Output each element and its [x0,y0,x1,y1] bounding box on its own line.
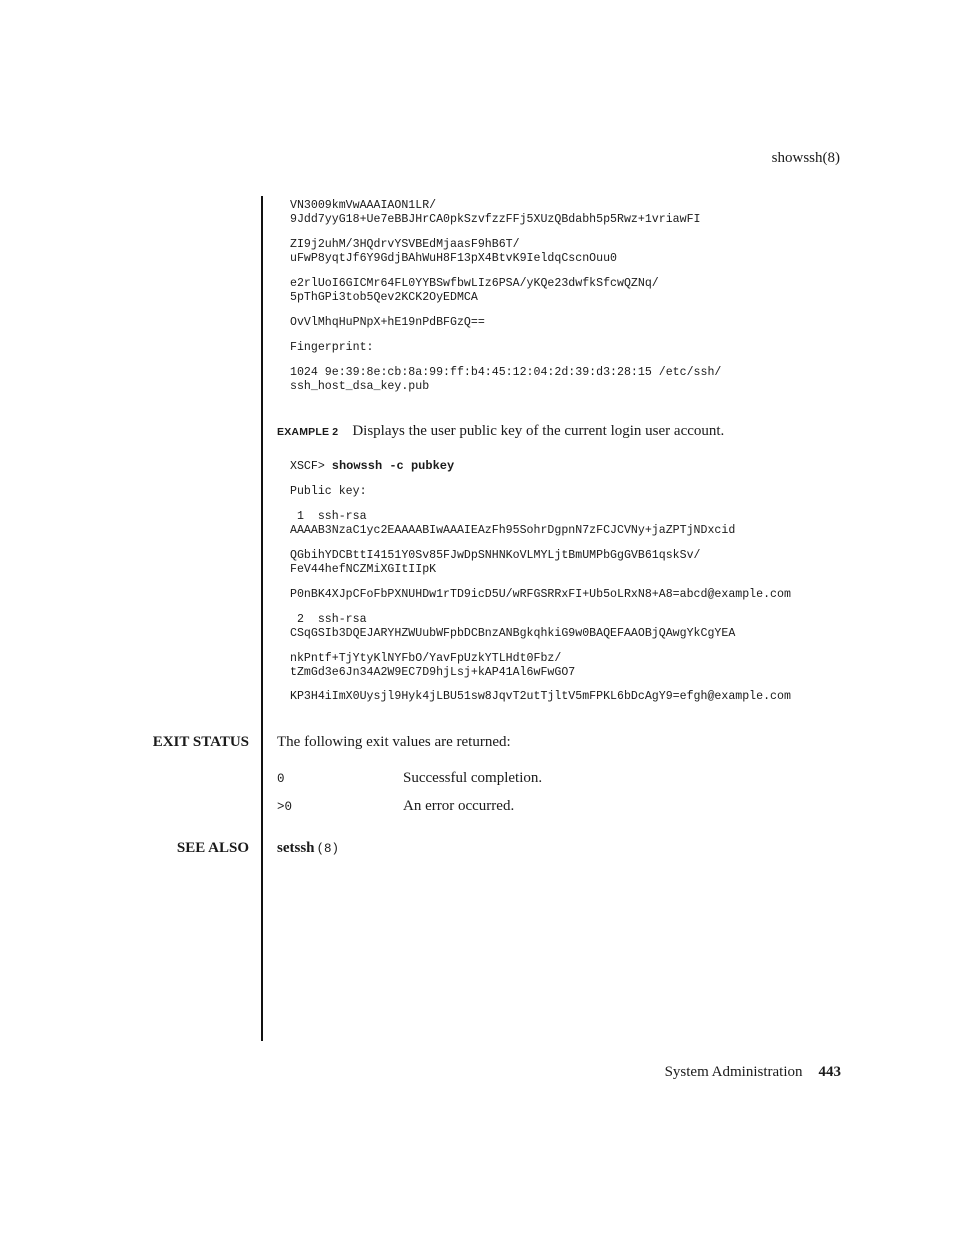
output-key-2-part-1: 2 ssh-rsa CSqGSIb3DQEJARYHZWUubWFpbDCBnzANBgkqhkiG9w0BAQEFAAOBjQAwgYkCgYEA [290,613,736,640]
command-prompt: XSCF> [290,460,332,473]
see-also-command-name: setssh [277,840,315,856]
output-key-1-part-1: 1 ssh-rsa AAAAB3NzaC1yc2EAAAABIwAAAIEAzFh95SohrDgpnN7zFCJCVNy+jaZPTjNDxcid [290,510,736,537]
example-label: EXAMPLE 2 [277,426,339,438]
exit-status-intro: The following exit values are returned: [277,734,511,750]
example-2-heading [277,423,724,440]
command-line [290,459,454,474]
example-description: Displays the user public key of the current login user account. [352,423,725,439]
see-also-section: (8) [316,842,340,856]
code-line-fingerprint-label: Fingerprint: [290,341,374,354]
code-line-key-part-4: OvVlMhqHuPNpX+hE19nPdBFGzQ== [290,316,485,329]
margin-rule [261,196,263,1041]
running-header-title: showssh(8) [771,150,840,166]
exit-desc-gt0: An error occurred. [403,798,515,814]
page-footer [665,1064,841,1081]
output-key-2-part-2: nkPntf+TjYtyKlNYFbO/YavFpUzkYTLHdt0Fbz/ tZmGd3e6Jn34A2W9EC7D9hjLsj+kAP41Al6wFwGO7 [290,652,576,679]
command-text: showssh -c pubkey [331,459,455,473]
output-key-1-part-3: P0nBK4XJpCFoFbPXNUHDw1rTD9icD5U/wRFGSRRxFI+Ub5oLRxN8+A8=abcd@example.com [290,588,791,601]
code-line-fingerprint-value: 1024 9e:39:8e:cb:8a:99:ff:b4:45:12:04:2d:39:d3:28:15 /etc/ssh/ ssh_host_dsa_key.pub [290,366,722,393]
output-key-1-part-2: QGbihYDCBttI4151Y0Sv85FJwDpSNHNKoVLMYLjtBmUMPbGgGVB61qskSv/ FeV44hefNCZMiXGItIIpK [290,549,701,576]
exit-code-0: 0 [277,772,285,786]
code-line-key-part-2: ZI9j2uhM/3HQdrvYSVBEdMjaasF9hB6T/ uFwP8yqtJf6Y9GdjBAhWuH8F13pX4BtvK9IeldqCscnOuu0 [290,238,617,265]
output-public-key-label: Public key: [290,485,367,498]
footer-book-title: System Administration [664,1064,803,1080]
exit-code-gt0: >0 [277,800,293,814]
code-line-key-part-3: e2rlUoI6GICMr64FL0YYBSwfbwLIz6PSA/yKQe23dwfkSfcwQZNq/ 5pThGPi3tob5Qev2KCK2OyEDMCA [290,277,659,304]
see-also-heading: SEE ALSO [176,840,249,856]
code-line-key-part-1: VN3009kmVwAAAIAON1LR/ 9Jdd7yyG18+Ue7eBBJHrCA0pkSzvfzzFFj5XUzQBdabh5p5Rwz+1vriawFI [290,199,701,226]
page-number: 443 [818,1064,841,1080]
exit-desc-0: Successful completion. [403,770,543,786]
exit-status-heading: EXIT STATUS [152,734,249,750]
output-key-2-part-3: KP3H4iImX0Uysjl9Hyk4jLBU51sw8JqvT2utTjltV5mFPKL6bDcAgY9=efgh@example.com [290,690,791,703]
see-also-reference[interactable] [277,840,339,857]
